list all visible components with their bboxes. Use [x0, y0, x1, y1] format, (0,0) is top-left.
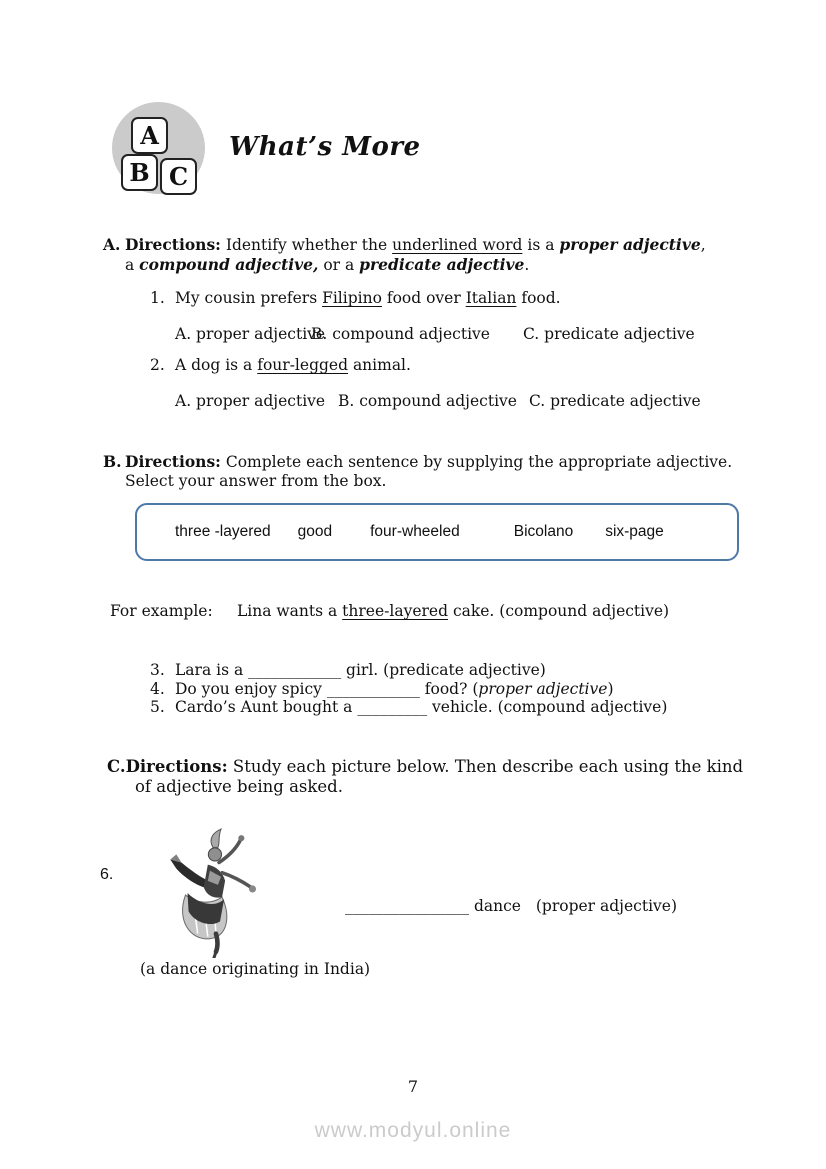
underlined-word: four-legged [257, 356, 349, 374]
text-segment: My cousin prefers [175, 289, 323, 307]
question-1-number: 1. [150, 289, 165, 307]
question-2-text [175, 356, 411, 375]
abc-blocks-icon [112, 102, 205, 194]
section-b-directions [103, 452, 748, 491]
text-segment: food over [381, 289, 466, 307]
adjective-kind-label: (proper adjective) [535, 897, 678, 915]
option-b: B. compound adjective [338, 392, 517, 410]
questions-3-5 [150, 661, 750, 717]
underlined-word: three-layered [342, 602, 449, 620]
term-proper-adjective: proper adjective [559, 235, 701, 254]
question-4 [150, 680, 750, 699]
section-a-directions [103, 235, 717, 275]
question-6-caption: (a dance originating in India) [140, 960, 371, 978]
dancer-image [163, 826, 275, 958]
section-c-label: C.Directions: [107, 757, 228, 776]
text-segment: girl. (predicate adjective) [341, 661, 546, 679]
text-segment: ) [607, 679, 614, 698]
text-segment: animal. [348, 356, 411, 374]
text-segment: Do you enjoy spicy [175, 679, 327, 698]
text-segment: or a [318, 256, 360, 274]
question-5-text [175, 698, 667, 717]
word-box [135, 503, 739, 561]
text-segment: Study each picture below. Then describe each using the kind of adjective being asked. [135, 757, 744, 796]
text-segment: , a [125, 236, 706, 274]
answer-blank: _________ [357, 698, 428, 716]
example-label: For example: [110, 602, 213, 620]
underlined-phrase: underlined word [392, 236, 523, 254]
answer-blank: ____________ [248, 661, 342, 679]
word-box-item: three -layered [175, 523, 271, 540]
word-box-item: Bicolano [513, 523, 574, 540]
example-line [110, 602, 750, 620]
section-c-directions [107, 757, 757, 797]
question-1-options [175, 325, 735, 343]
text-segment: food. [516, 289, 561, 307]
option-a: A. proper adjective [175, 325, 326, 343]
text-segment: dance [473, 897, 521, 915]
option-a: A. proper adjective [175, 392, 326, 410]
answer-blank: ________________ [345, 897, 469, 915]
question-3 [150, 661, 750, 680]
word-box-item: six-page [605, 523, 664, 540]
text-segment: cake. (compound adjective) [448, 602, 670, 620]
word-box-item: four-wheeled [370, 523, 460, 540]
underlined-word: Italian [465, 289, 517, 307]
example-sentence [237, 602, 669, 620]
option-b: B. compound adjective [311, 325, 490, 343]
question-6-answer-line [345, 897, 677, 915]
text-segment: vehicle. (compound adjective) [427, 698, 668, 716]
text-segment: . [524, 256, 530, 274]
term-compound-adjective: compound adjective, [139, 255, 319, 274]
text-segment: is a [522, 236, 560, 254]
text-segment: A dog is a [175, 356, 258, 374]
question-3-number: 3. [150, 661, 165, 679]
text-segment: Complete each sentence by supplying the appropriate adjective. Select your answer from the box. [125, 453, 733, 490]
text-segment: food? ( [419, 679, 479, 698]
directions-label: Directions: [125, 235, 221, 254]
abc-block-a: A [131, 117, 168, 154]
abc-block-c: C [160, 158, 197, 195]
question-1-text [175, 289, 561, 308]
text-segment: Identify whether the [220, 236, 393, 254]
abc-block-b: B [121, 154, 158, 191]
page-number: 7 [407, 1077, 419, 1096]
word-box-item: good [297, 523, 333, 540]
question-2-options [175, 392, 735, 410]
question-6-number: 6. [100, 866, 114, 883]
text-segment: Lina wants a [237, 602, 343, 620]
text-segment: Cardo’s Aunt bought a [175, 698, 358, 716]
text-segment: Lara is a [175, 661, 249, 679]
question-3-text [175, 661, 546, 680]
page-title: What’s More [229, 132, 421, 162]
question-1 [150, 289, 710, 308]
question-4-number: 4. [150, 679, 165, 698]
section-a-text [125, 235, 717, 275]
directions-label: Directions: [125, 452, 221, 471]
section-b-text [125, 452, 748, 491]
question-4-text [175, 680, 614, 699]
option-c: C. predicate adjective [529, 392, 701, 410]
italic-term: proper adjective [478, 679, 608, 698]
section-a-label: A. [103, 235, 121, 254]
underlined-word: Filipino [322, 289, 382, 307]
answer-blank: ____________ [326, 679, 420, 698]
watermark: www.modyul.online [314, 1119, 512, 1142]
option-c: C. predicate adjective [523, 325, 695, 343]
question-2 [150, 356, 710, 375]
section-b-label: B. [103, 452, 122, 471]
question-5 [150, 698, 750, 717]
question-2-number: 2. [150, 356, 165, 374]
term-predicate-adjective: predicate adjective [359, 255, 525, 274]
question-5-number: 5. [150, 698, 165, 716]
